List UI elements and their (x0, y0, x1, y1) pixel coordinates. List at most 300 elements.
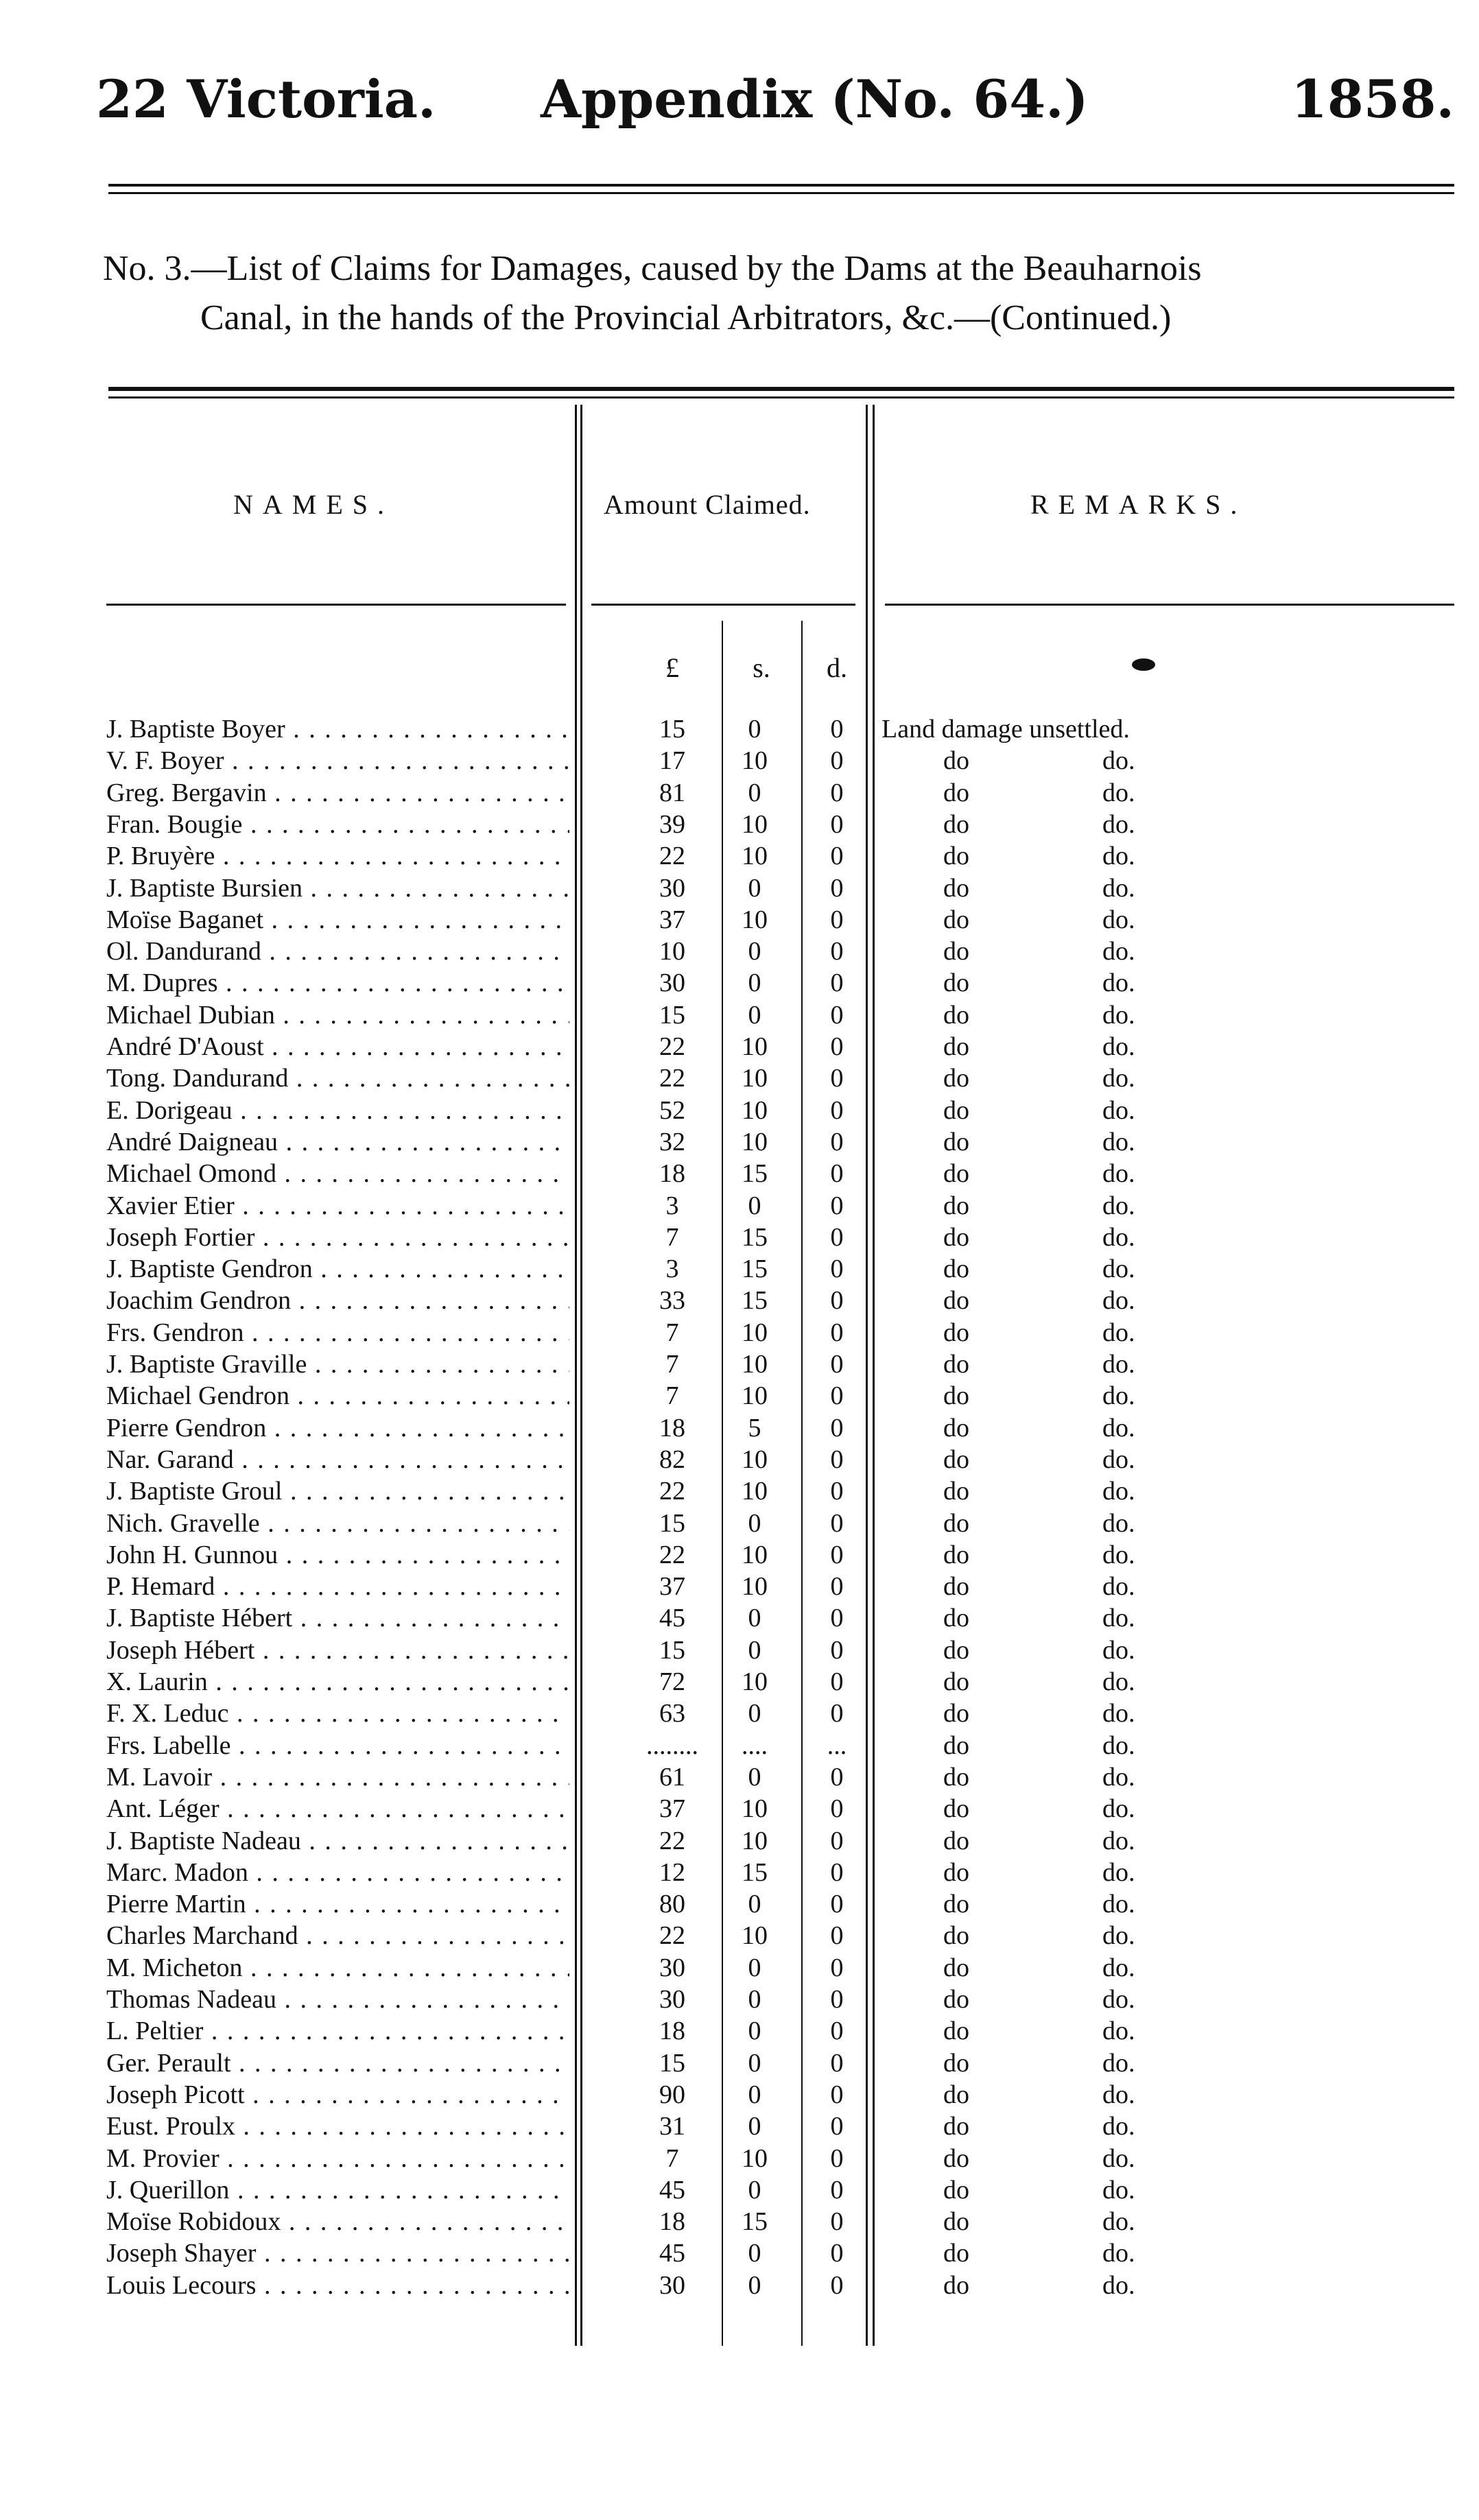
remark-ditto: do (943, 1286, 969, 1316)
remark-ditto: do (943, 1508, 969, 1538)
amount-pounds: 45 (659, 2239, 685, 2268)
names-underline (106, 604, 566, 606)
claimant-name: E. Dorigeau . . . (106, 1095, 569, 1126)
amount-pounds: 15 (659, 1000, 685, 1030)
remark-ditto: do (943, 1318, 969, 1347)
remark-ditto: do. (1102, 2270, 1135, 2300)
amount-pence: 0 (830, 2207, 844, 2237)
remark-ditto: do. (1102, 1857, 1135, 1887)
remark-ditto: do. (1102, 1064, 1135, 1093)
caption-line-1: No. 3.—List of Claims for Damages, caused by the Dams at the Beauharnois (103, 249, 1202, 288)
amount-shillings: 0 (748, 1635, 761, 1665)
claimant-name: Joachim Gendron . . . (106, 1285, 569, 1316)
amount-shillings: 10 (742, 1318, 768, 1347)
claimant-name: Eust. Proulx . . . (106, 2111, 569, 2142)
remark-ditto: do. (1102, 1540, 1135, 1569)
remark-ditto: do (943, 2048, 969, 2078)
remark-ditto: do (943, 968, 969, 998)
table-row (0, 1444, 1479, 1475)
claimant-name: J. Baptiste Bursien . . . (106, 872, 569, 904)
amount-pence: 0 (830, 2143, 844, 2173)
amount-shillings: 15 (742, 1222, 768, 1252)
table-row (0, 2270, 1479, 2301)
running-header (96, 69, 1454, 137)
amount-pence: 0 (830, 778, 844, 807)
table-row (0, 745, 1479, 776)
amount-pence: 0 (830, 1413, 844, 1442)
amount-pence: 0 (830, 1921, 844, 1951)
table-row (0, 1317, 1479, 1348)
caption-line-2: Canal, in the hands of the Provincial Arbitrators, &c.—(Continued.) (200, 298, 1172, 337)
amount-pounds: 63 (659, 1699, 685, 1728)
amount-shillings: 5 (748, 1413, 761, 1442)
amount-shillings: 10 (742, 1350, 768, 1379)
remark-ditto: do. (1102, 937, 1135, 966)
remark-ditto: do (943, 2143, 969, 2173)
claimant-name: J. Baptiste Gendron . . . (106, 1253, 569, 1285)
claimant-name: Ant. Léger . . . (106, 1793, 569, 1824)
table-row (0, 713, 1479, 745)
claimant-name: Pierre Martin . . . (106, 1888, 569, 1920)
amount-pounds: 7 (665, 2143, 679, 2173)
amount-pence: 0 (830, 1381, 844, 1411)
amount-shillings: 0 (748, 1985, 761, 2014)
amount-pence: 0 (830, 1699, 844, 1728)
amount-shillings: 10 (742, 809, 768, 839)
table-row (0, 999, 1479, 1031)
claimant-name: X. Laurin . . . (106, 1666, 569, 1698)
claimant-name: M. Dupres . . . (106, 967, 569, 999)
amount-pence: 0 (830, 1222, 844, 1252)
header-rule-bottom (108, 192, 1454, 194)
remark-ditto: do (943, 778, 969, 807)
amount-pounds: 52 (659, 1095, 685, 1125)
table-row (0, 1348, 1479, 1380)
remark-ditto: do (943, 1762, 969, 1792)
claimant-name: Fran. Bougie . . . (106, 809, 569, 840)
amount-shillings: 10 (742, 1572, 768, 1602)
amount-pence: ... (827, 1731, 847, 1760)
table-row (0, 2111, 1479, 2142)
table-row (0, 1571, 1479, 1602)
remark-ditto: do (943, 1477, 969, 1506)
table-row (0, 1190, 1479, 1222)
table-row (0, 2237, 1479, 2269)
amount-shillings: 0 (748, 2239, 761, 2268)
claimant-name: J. Baptiste Boyer . . . (106, 713, 569, 745)
amount-pounds: 80 (659, 1890, 685, 1919)
amount-pence: 0 (830, 2175, 844, 2204)
remark-ditto: do (943, 1921, 969, 1951)
amount-pounds: 7 (665, 1350, 679, 1379)
amount-pounds: 61 (659, 1762, 685, 1792)
column-header-names: NAMES. (233, 489, 394, 520)
amount-shillings: 10 (742, 1477, 768, 1506)
table-row (0, 904, 1479, 936)
ink-blot-mark (1132, 658, 1155, 671)
amount-pounds: 12 (659, 1857, 685, 1887)
claimant-name: Charles Marchand . . . (106, 1920, 569, 1951)
table-row (0, 1793, 1479, 1824)
remark-ditto: do. (1102, 1731, 1135, 1760)
remark-ditto: do. (1102, 1032, 1135, 1061)
table-row (0, 2206, 1479, 2237)
table-row (0, 1062, 1479, 1094)
amount-pounds: 37 (659, 1794, 685, 1824)
table-rule-top-thin (108, 396, 1454, 399)
claimant-name: Michael Dubian . . . (106, 999, 569, 1031)
table-row (0, 2079, 1479, 2111)
claimant-name: J. Querillon . . . (106, 2174, 569, 2206)
table-row (0, 2015, 1479, 2047)
amount-pence: 0 (830, 937, 844, 966)
amount-pounds: 30 (659, 873, 685, 903)
claimant-name: Moïse Robidoux . . . (106, 2206, 569, 2237)
claimant-name: Ger. Perault . . . (106, 2047, 569, 2079)
remark-ditto: do (943, 1095, 969, 1125)
amount-shillings: 10 (742, 1667, 768, 1696)
amount-pence: 0 (830, 1985, 844, 2014)
amount-pounds: 7 (665, 1318, 679, 1347)
claimant-name: P. Bruyère . . . (106, 840, 569, 872)
remark-ditto: do (943, 1000, 969, 1030)
amount-pence: 0 (830, 1826, 844, 1855)
table-row (0, 1539, 1479, 1571)
amount-pounds: 22 (659, 1477, 685, 1506)
remark-ditto: do. (1102, 1604, 1135, 1633)
remark-ditto: do (943, 1191, 969, 1220)
remark-ditto: do (943, 1635, 969, 1665)
table-row (0, 1253, 1479, 1285)
remark-ditto: do. (1102, 968, 1135, 998)
remark-ditto: do. (1102, 2239, 1135, 2268)
amount-shillings: 15 (742, 1159, 768, 1189)
remark-ditto: do (943, 1953, 969, 1982)
remark-ditto: do. (1102, 1318, 1135, 1347)
table-row (0, 1158, 1479, 1189)
table-row (0, 840, 1479, 872)
amount-pounds: 45 (659, 2175, 685, 2204)
amount-shillings: 0 (748, 1191, 761, 1220)
table-row (0, 1380, 1479, 1412)
table-row (0, 2143, 1479, 2174)
amount-shillings: 10 (742, 905, 768, 934)
amount-pounds: 18 (659, 1413, 685, 1442)
amount-pounds: 7 (665, 1222, 679, 1252)
amount-shillings: 10 (742, 842, 768, 871)
claimant-name: J. Baptiste Graville . . . (106, 1348, 569, 1380)
amount-shillings: 10 (742, 1095, 768, 1125)
claimant-name: J. Baptiste Nadeau . . . (106, 1825, 569, 1857)
amount-pounds: 39 (659, 809, 685, 839)
column-header-amount: Amount Claimed. (604, 489, 811, 520)
amount-pounds: 33 (659, 1286, 685, 1316)
amount-pounds: 3 (665, 1255, 679, 1284)
claimant-name: Greg. Bergavin . . . (106, 777, 569, 809)
table-row (0, 2047, 1479, 2079)
remark-ditto: do. (1102, 1762, 1135, 1792)
amount-pence: 0 (830, 2017, 844, 2046)
amount-shillings: 0 (748, 1604, 761, 1633)
remark-ditto: do. (1102, 842, 1135, 871)
header-rule-top (108, 184, 1454, 187)
amount-pounds: 30 (659, 968, 685, 998)
remark-ditto: do (943, 1127, 969, 1156)
remark-ditto: do (943, 1540, 969, 1569)
amount-pence: 0 (830, 1445, 844, 1474)
remark-ditto: do (943, 2270, 969, 2300)
amount-shillings: 10 (742, 1127, 768, 1156)
amount-underline (591, 604, 855, 606)
amount-shillings: 10 (742, 746, 768, 776)
remark-ditto: do (943, 937, 969, 966)
claimant-name: Louis Lecours . . . (106, 2270, 569, 2301)
table-row (0, 1952, 1479, 1984)
amount-pence: 0 (830, 1255, 844, 1284)
amount-pence: 0 (830, 1000, 844, 1030)
amount-pounds: 45 (659, 1604, 685, 1633)
amount-shillings: 0 (748, 2175, 761, 2204)
claimant-name: Joseph Fortier . . . (106, 1222, 569, 1253)
amount-pounds: 15 (659, 1635, 685, 1665)
claimant-name: Marc. Madon . . . (106, 1857, 569, 1888)
remark-ditto: do. (1102, 1286, 1135, 1316)
claimant-name: Nich. Gravelle . . . (106, 1508, 569, 1539)
remark-ditto: do. (1102, 1667, 1135, 1696)
amount-pence: 0 (830, 1159, 844, 1189)
amount-pounds: 32 (659, 1127, 685, 1156)
claimant-name: Michael Gendron . . . (106, 1380, 569, 1412)
remark-ditto: do (943, 2080, 969, 2109)
claimant-name: M. Micheton . . . (106, 1952, 569, 1984)
amount-pence: 0 (830, 1667, 844, 1696)
remark-ditto: do (943, 2207, 969, 2237)
amount-pence: 0 (830, 2270, 844, 2300)
amount-pence: 0 (830, 1477, 844, 1506)
amount-shillings: 15 (742, 1286, 768, 1316)
table-row (0, 1857, 1479, 1888)
remark-ditto: do (943, 1667, 969, 1696)
remark-ditto: do (943, 1255, 969, 1284)
table-row (0, 1412, 1479, 1444)
amount-pounds: 30 (659, 1953, 685, 1982)
amount-shillings: 0 (748, 937, 761, 966)
table-row (0, 1888, 1479, 1920)
table-row (0, 1285, 1479, 1316)
remark-ditto: do. (1102, 746, 1135, 776)
amount-shillings: 15 (742, 2207, 768, 2237)
claimant-name: P. Hemard . . . (106, 1571, 569, 1602)
remark-ditto: do. (1102, 1890, 1135, 1919)
amount-pence: 0 (830, 1794, 844, 1824)
amount-shillings: 10 (742, 1064, 768, 1093)
amount-pence: 0 (830, 2239, 844, 2268)
remark-ditto: do. (1102, 1635, 1135, 1665)
amount-pence: 0 (830, 1890, 844, 1919)
claimant-name: Frs. Labelle . . . (106, 1730, 569, 1761)
claimant-name: J. Baptiste Hébert . . . (106, 1602, 569, 1634)
amount-pounds: 81 (659, 778, 685, 807)
amount-pence: 0 (830, 1540, 844, 1569)
amount-pounds: 37 (659, 1572, 685, 1602)
claimant-name: Joseph Picott . . . (106, 2079, 569, 2111)
amount-shillings: 0 (748, 2270, 761, 2300)
remark-ditto: do (943, 1445, 969, 1474)
remark-ditto: do. (1102, 1222, 1135, 1252)
claimant-name: M. Lavoir . . . (106, 1761, 569, 1793)
table-row (0, 1508, 1479, 1539)
claimant-name: V. F. Boyer . . . (106, 745, 569, 776)
remark-ditto: do (943, 1413, 969, 1442)
remark-ditto: do. (1102, 809, 1135, 839)
table-row (0, 1984, 1479, 2015)
remark-ditto: do (943, 1572, 969, 1602)
claimant-name: Xavier Etier . . . (106, 1190, 569, 1222)
table-row (0, 777, 1479, 809)
amount-pounds: 15 (659, 715, 685, 744)
remark-ditto: do. (1102, 905, 1135, 934)
table-row (0, 1031, 1479, 1062)
amount-shillings: 0 (748, 1508, 761, 1538)
amount-pence: 0 (830, 1350, 844, 1379)
amount-shillings: 0 (748, 715, 761, 744)
table-row (0, 1222, 1479, 1253)
amount-pounds: 22 (659, 1064, 685, 1093)
amount-pence: 0 (830, 1857, 844, 1887)
remark-ditto: do. (1102, 1794, 1135, 1824)
remark-ditto: do. (1102, 1921, 1135, 1951)
amount-pence: 0 (830, 715, 844, 744)
amount-pounds: 82 (659, 1445, 685, 1474)
table-row (0, 1126, 1479, 1158)
remark-ditto: do (943, 1032, 969, 1061)
amount-pence: 0 (830, 842, 844, 871)
remark-ditto: do (943, 809, 969, 839)
remark-ditto: do. (1102, 2017, 1135, 2046)
column-header-remarks: REMARKS. (1030, 489, 1247, 520)
table-row (0, 1475, 1479, 1507)
claimant-name: Nar. Garand . . . (106, 1444, 569, 1475)
claimant-name: L. Peltier . . . (106, 2015, 569, 2047)
amount-shillings: 15 (742, 1255, 768, 1284)
table-rule-top (108, 387, 1454, 391)
claimant-name: Joseph Hébert . . . (106, 1635, 569, 1666)
claimant-name: John H. Gunnou . . . (106, 1539, 569, 1571)
remark-ditto: do. (1102, 1699, 1135, 1728)
amount-pence: 0 (830, 1762, 844, 1792)
amount-pounds: 3 (665, 1191, 679, 1220)
amount-pence: 0 (830, 1953, 844, 1982)
remark-ditto: do. (1102, 778, 1135, 807)
amount-pounds: 30 (659, 2270, 685, 2300)
table-row (0, 967, 1479, 999)
claimant-name: Pierre Gendron . . . (106, 1412, 569, 1444)
amount-shillings: 10 (742, 1381, 768, 1411)
remark-ditto: do (943, 1731, 969, 1760)
claimant-name: Ol. Dandurand . . . (106, 936, 569, 967)
remark-ditto: do. (1102, 1095, 1135, 1125)
remark-ditto: do (943, 842, 969, 871)
remark-ditto: do. (1102, 2175, 1135, 2204)
amount-shillings: 0 (748, 2112, 761, 2141)
pence-unit: d. (827, 652, 847, 683)
amount-pence: 0 (830, 1191, 844, 1220)
amount-pence: 0 (830, 746, 844, 776)
remark-ditto: do. (1102, 1477, 1135, 1506)
claimant-name: M. Provier . . . (106, 2143, 569, 2174)
remark-ditto: do (943, 2017, 969, 2046)
amount-pounds: ........ (646, 1731, 698, 1760)
remark-ditto: do. (1102, 1953, 1135, 1982)
amount-shillings: .... (742, 1731, 768, 1760)
amount-pence: 0 (830, 1572, 844, 1602)
amount-pounds: 7 (665, 1381, 679, 1411)
amount-pounds: 31 (659, 2112, 685, 2141)
remark-ditto: do (943, 1222, 969, 1252)
remark-ditto: do. (1102, 1445, 1135, 1474)
amount-pounds: 15 (659, 1508, 685, 1538)
remark-ditto: do. (1102, 2048, 1135, 2078)
table-row (0, 1602, 1479, 1634)
amount-shillings: 0 (748, 1762, 761, 1792)
table-row (0, 936, 1479, 967)
remark-ditto: do (943, 905, 969, 934)
remark-ditto: do (943, 1826, 969, 1855)
remark-ditto: do. (1102, 1826, 1135, 1855)
table-row (0, 1920, 1479, 1951)
header-appendix: Appendix (No. 64.) (541, 69, 1089, 130)
claimant-name: Tong. Dandurand . . . (106, 1062, 569, 1094)
amount-pence: 0 (830, 2080, 844, 2109)
remark-ditto: do. (1102, 1159, 1135, 1189)
amount-shillings: 0 (748, 2017, 761, 2046)
table-row (0, 1730, 1479, 1761)
claimant-name: André D'Aoust . . . (106, 1031, 569, 1062)
amount-shillings: 15 (742, 1857, 768, 1887)
amount-pence: 0 (830, 1286, 844, 1316)
amount-shillings: 0 (748, 1890, 761, 1919)
amount-pence: 0 (830, 809, 844, 839)
remarks-underline (885, 604, 1454, 606)
amount-pence: 0 (830, 1635, 844, 1665)
remark-ditto: do. (1102, 1413, 1135, 1442)
table-row (0, 1825, 1479, 1857)
amount-shillings: 10 (742, 1826, 768, 1855)
amount-pounds: 10 (659, 937, 685, 966)
amount-pounds: 72 (659, 1667, 685, 1696)
amount-pounds: 15 (659, 2048, 685, 2078)
claimant-name: F. X. Leduc . . . (106, 1698, 569, 1729)
remark-ditto: do (943, 1604, 969, 1633)
amount-shillings: 10 (742, 1540, 768, 1569)
remark-ditto: do. (1102, 2080, 1135, 2109)
table-row (0, 1666, 1479, 1698)
amount-pence: 0 (830, 1604, 844, 1633)
amount-pence: 0 (830, 1095, 844, 1125)
remark-ditto: do. (1102, 1255, 1135, 1284)
remark-ditto: do. (1102, 1000, 1135, 1030)
amount-shillings: 10 (742, 2143, 768, 2173)
amount-pence: 0 (830, 905, 844, 934)
table-row (0, 2174, 1479, 2206)
amount-shillings: 0 (748, 2080, 761, 2109)
amount-shillings: 0 (748, 968, 761, 998)
amount-shillings: 10 (742, 1921, 768, 1951)
header-session: 22 Victoria. (96, 69, 436, 130)
table-row (0, 1095, 1479, 1126)
amount-shillings: 0 (748, 778, 761, 807)
table-row (0, 1761, 1479, 1793)
